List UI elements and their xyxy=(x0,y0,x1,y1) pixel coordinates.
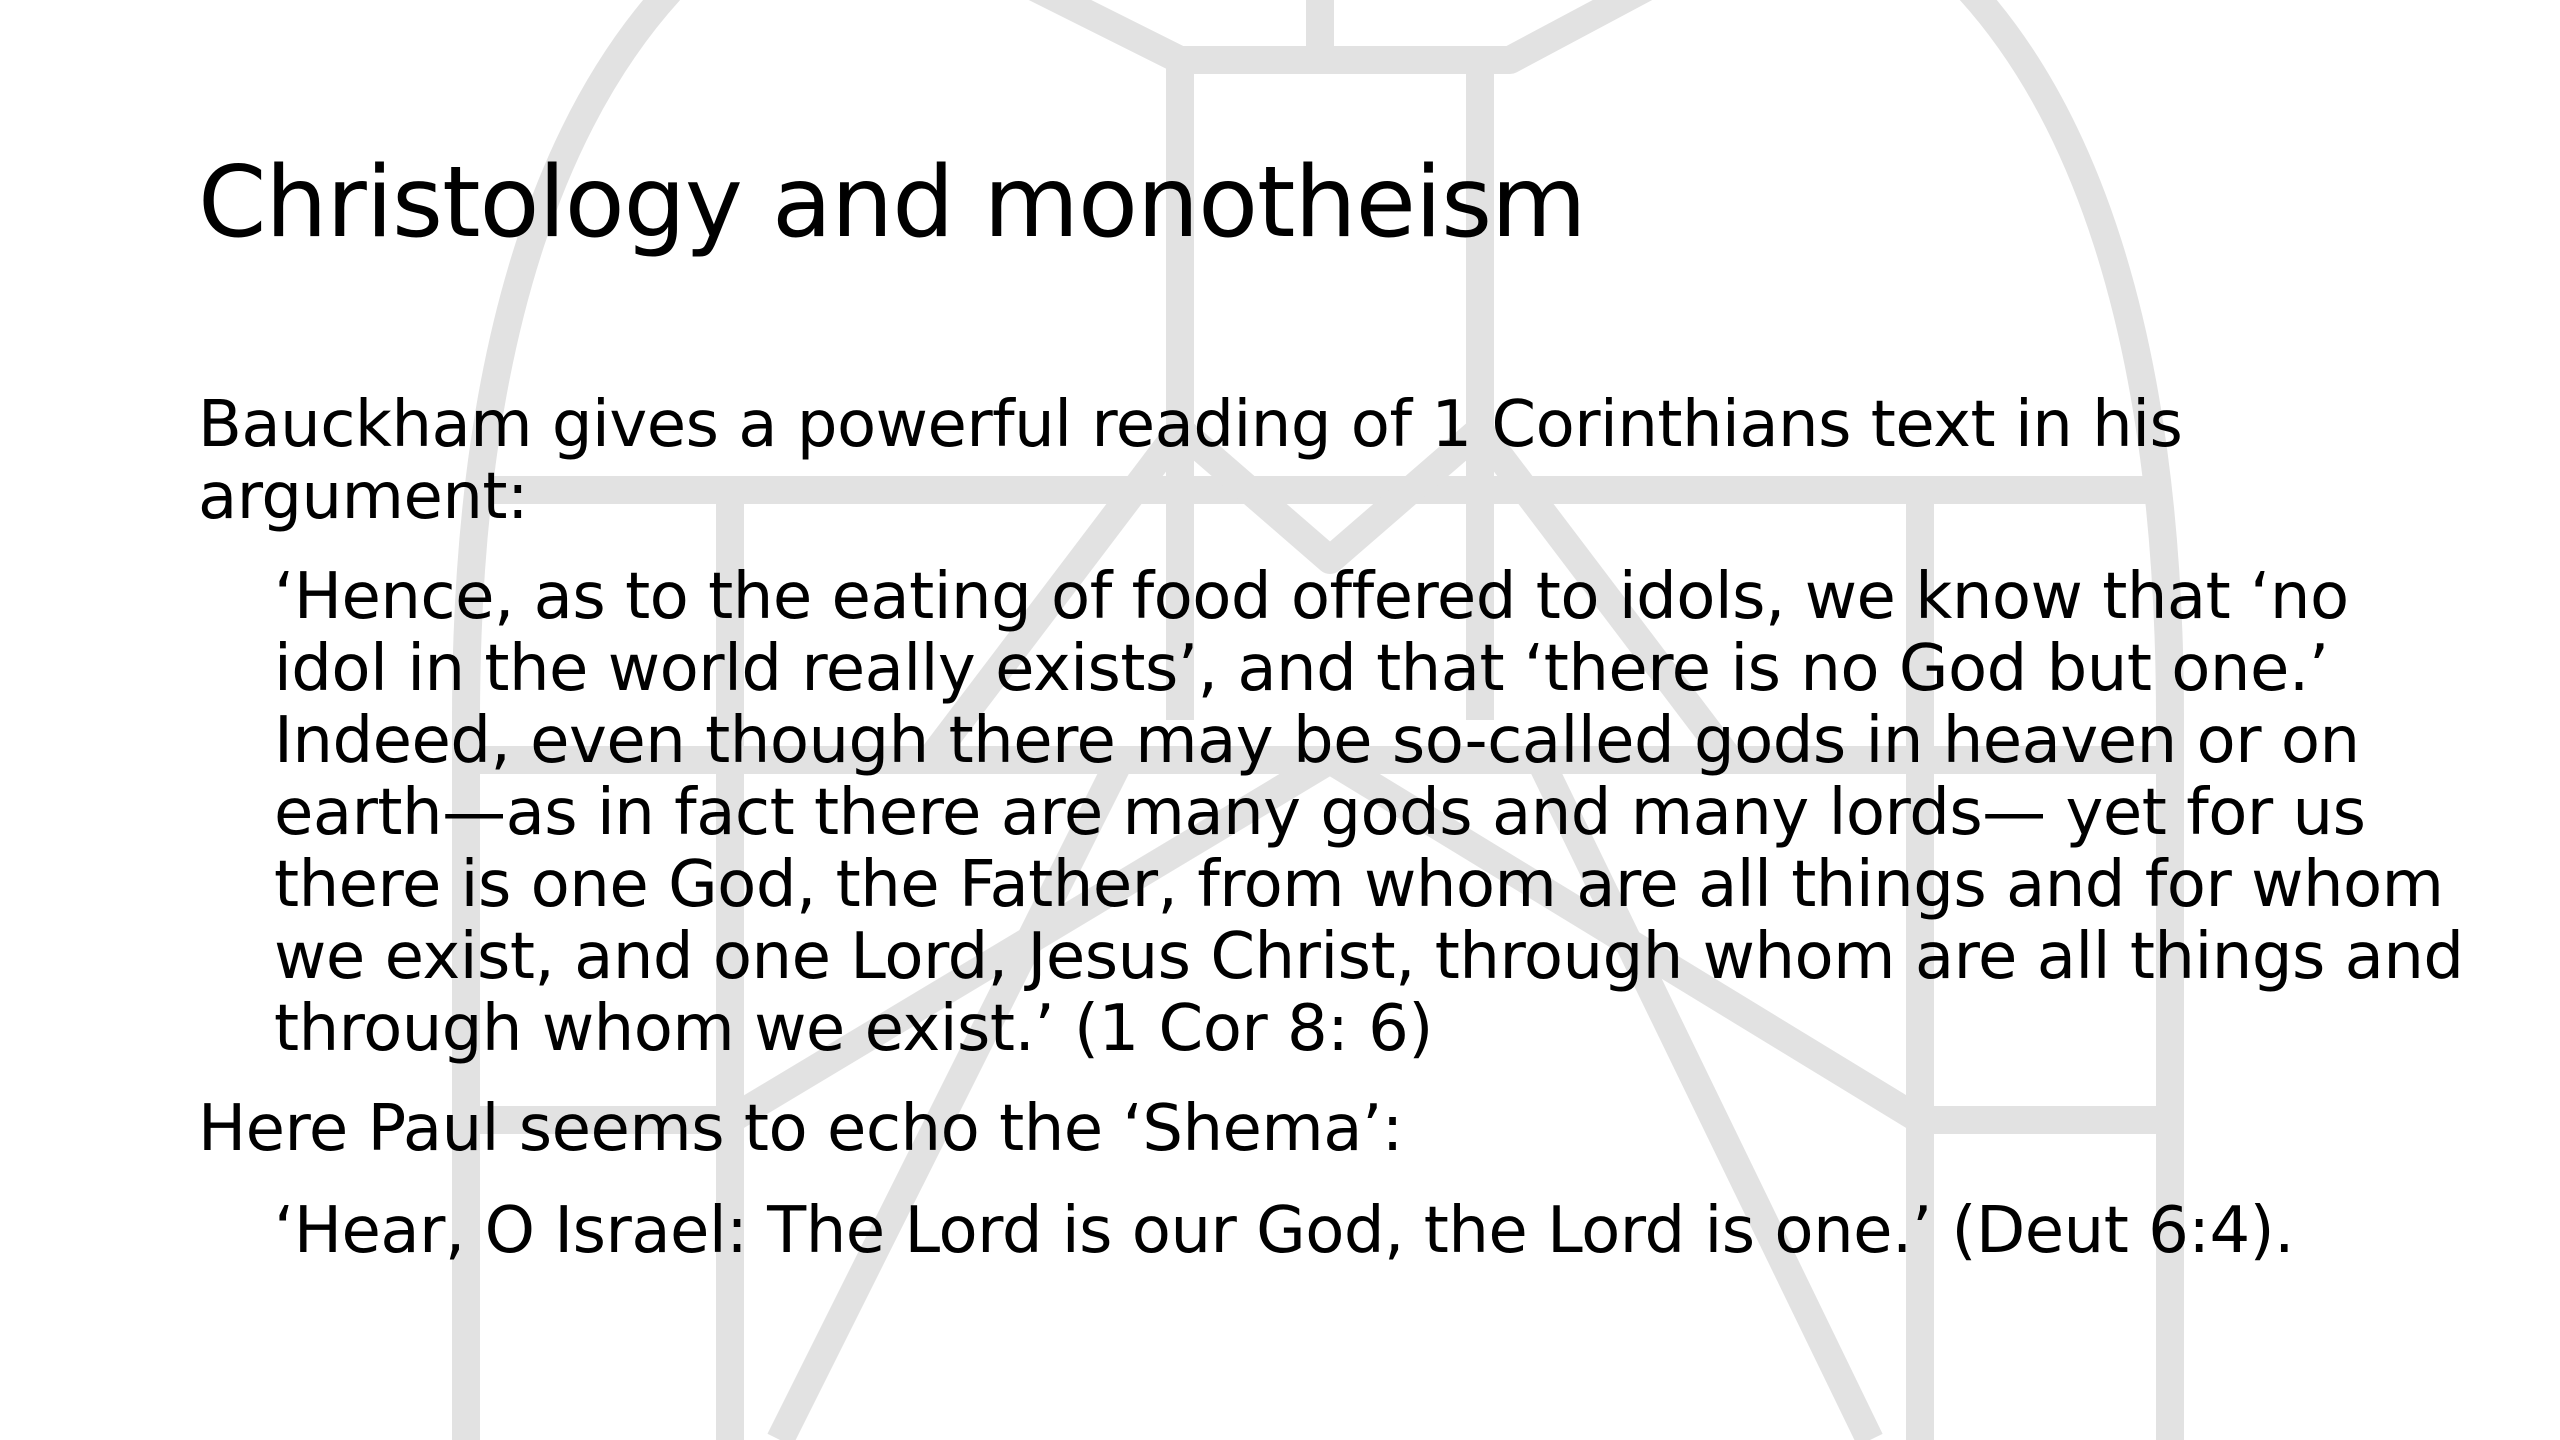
shema-intro: Here Paul seems to echo the ‘Shema’: xyxy=(198,1092,1403,1166)
slide-content xyxy=(198,0,2464,1440)
quote-line: through whom we exist.’ (1 Cor 8: 6) xyxy=(274,992,1433,1066)
quote-line: idol in the world really exists’, and that ‘there is no God but one.’ xyxy=(274,632,2329,706)
intro-paragraph: Bauckham gives a powerful reading of 1 Corinthians text in his argument: xyxy=(198,388,2183,534)
quote-line: there is one God, the Father, from whom are all things and for whom xyxy=(274,848,2444,922)
shema-quote: ‘Hear, O Israel: The Lord is our God, the Lord is one.’ (Deut 6:4). xyxy=(274,1194,2294,1268)
quote-line: ‘Hence, as to the eating of food offered to idols, we know that ‘no xyxy=(274,560,2349,634)
quote-line: earth—as in fact there are many gods and many lords— yet for us xyxy=(274,776,2366,850)
quote-line: Indeed, even though there may be so-called gods in heaven or on xyxy=(274,704,2360,778)
quote-line: we exist, and one Lord, Jesus Christ, through whom are all things and xyxy=(274,920,2464,994)
corinthians-quote xyxy=(274,560,2464,1066)
slide-title: Christology and monotheism xyxy=(198,146,1586,260)
